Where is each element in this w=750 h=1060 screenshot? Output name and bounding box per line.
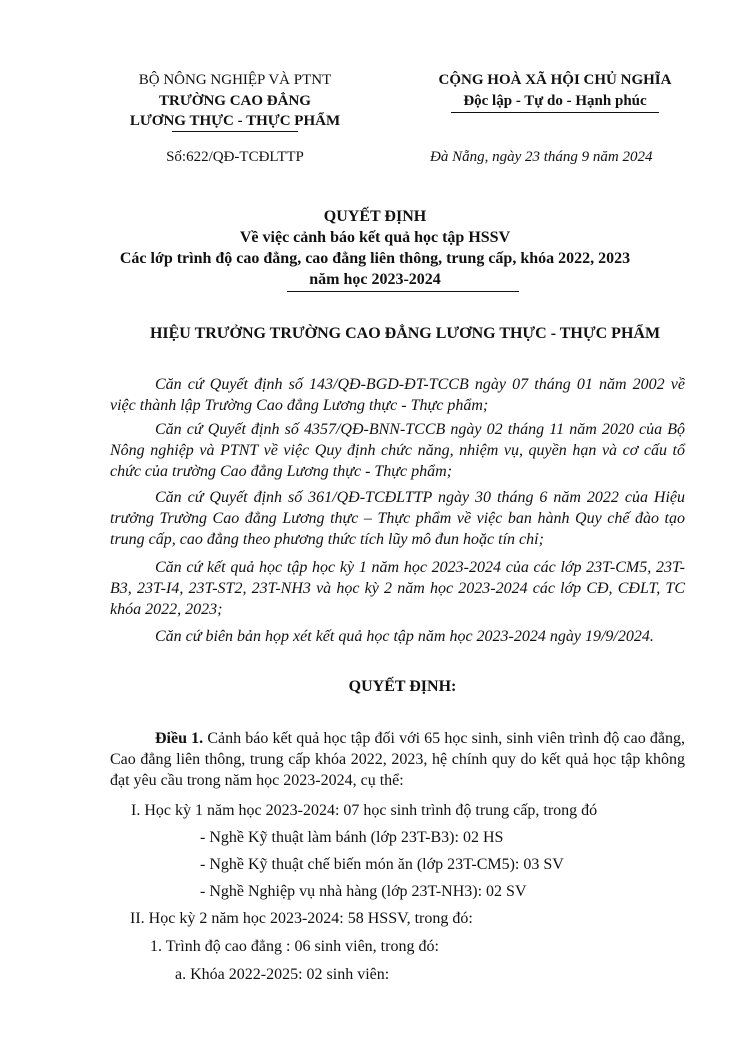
legal-basis-1-text: Căn cứ Quyết định số 143/QĐ-BGD-ĐT-TCCB ngày 07 tháng 01 năm 2002 về việc thành lập Trường Cao đẳng Lương thực - Thực phẩm; (110, 376, 685, 414)
article-1-label: Điều 1. (155, 730, 204, 747)
document-number: Số:622/QĐ-TCĐLTTP (166, 149, 304, 165)
legal-basis-3-text: Căn cứ Quyết định số 361/QĐ-TCĐLTTP ngày 30 tháng 6 năm 2022 của Hiệu trưởng Trường Cao đẳng Lương thực – Thực phẩm về việc ban hành Quy chế đào tạo trung cấp, cao đẳng theo phương thức tích lũy mô đun hoặc tín chỉ; (110, 489, 685, 548)
title-subject-line1: Về việc cảnh báo kết quả học tập HSSV (239, 229, 511, 246)
cohort-a-heading: a. Khóa 2022-2025: 02 sinh viên: (175, 966, 390, 983)
legal-basis-3 (110, 487, 685, 550)
school-name-line2: LƯƠNG THỰC - THỰC PHẨM (129, 113, 341, 129)
school-name-line1: TRƯỜNG CAO ĐẲNG (159, 93, 311, 109)
article-1 (110, 728, 685, 791)
national-motto: Độc lập - Tự do - Hạnh phúc (463, 93, 647, 109)
semester-1-heading: I. Học kỳ 1 năm học 2023-2024: 07 học sinh trình độ trung cấp, trong đó (131, 802, 598, 819)
legal-basis-5 (110, 626, 685, 647)
authority-heading: HIỆU TRƯỞNG TRƯỜNG CAO ĐẲNG LƯƠNG THỰC - THỰC PHẨM (149, 325, 661, 342)
school-underline (172, 131, 298, 132)
semester-1-item: - Nghề Nghiệp vụ nhà hàng (lớp 23T-NH3): 02 SV (200, 883, 527, 900)
decision-heading: QUYẾT ĐỊNH: (348, 678, 457, 695)
place-date: Đà Nẵng, ngày 23 tháng 9 năm 2024 (430, 149, 653, 165)
motto-underline (451, 112, 659, 113)
legal-basis-4 (110, 557, 685, 620)
legal-basis-2 (110, 419, 685, 482)
semester-2-heading: II. Học kỳ 2 năm học 2023-2024: 58 HSSV, trong đó: (130, 910, 473, 927)
document-title: QUYẾT ĐỊNH (323, 208, 427, 225)
ministry-name: BỘ NÔNG NGHIỆP VÀ PTNT (138, 72, 332, 88)
nation-name: CỘNG HOÀ XÃ HỘI CHỦ NGHĨA (438, 72, 672, 88)
legal-basis-1 (110, 374, 685, 416)
title-underline (287, 291, 519, 292)
legal-basis-4-text: Căn cứ kết quả học tập học kỳ 1 năm học 2023-2024 của các lớp 23T-CM5, 23T-B3, 23T-I4, 23T-ST2, 23T-NH3 và học kỳ 2 năm học 2023-2024 các lớp CĐ, CĐLT, TC khóa 2022, 2023; (110, 559, 685, 618)
level-1-heading: 1. Trình độ cao đẳng : 06 sinh viên, trong đó: (150, 938, 439, 955)
semester-1-item: - Nghề Kỹ thuật làm bánh (lớp 23T-B3): 02 HS (200, 829, 504, 846)
legal-basis-2-text: Căn cứ Quyết định số 4357/QĐ-BNN-TCCB ngày 02 tháng 11 năm 2020 của Bộ Nông nghiệp và PTNT về việc Quy định chức năng, nhiệm vụ, quyền hạn và cơ cấu tổ chức của trường Cao đẳng Lương thực - Thực phẩm; (110, 421, 685, 480)
article-1-text: Cảnh báo kết quả học tập đối với 65 học sinh, sinh viên trình độ cao đẳng, Cao đẳng liên thông, trung cấp khóa 2022, 2023, hệ chính quy do kết quả học tập không đạt yêu cầu trong năm học 2023-2024, cụ thể: (110, 730, 685, 789)
legal-basis-5-text: Căn cứ biên bản họp xét kết quả học tập năm học 2023-2024 ngày 19/9/2024. (155, 628, 654, 645)
semester-1-item: - Nghề Kỹ thuật chế biến món ăn (lớp 23T-CM5): 03 SV (200, 856, 564, 873)
title-subject-line2: Các lớp trình độ cao đẳng, cao đẳng liên thông, trung cấp, khóa 2022, 2023 (119, 250, 631, 267)
title-subject-line3: năm học 2023-2024 (309, 271, 441, 288)
